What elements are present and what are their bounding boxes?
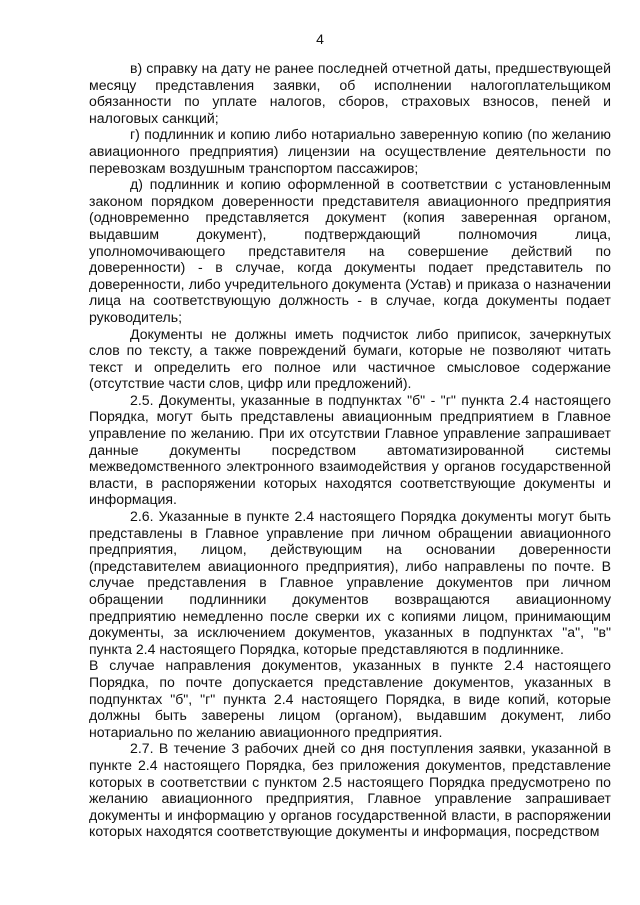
paragraph-documents-requirements: Документы не должны иметь подчисток либо приписок, зачеркнутых слов по тексту, а также повреждений бумаги, которые не позволяют читать текст и определить его полное или частичное смысловое содержание (отсутствие части слов, цифр или предложений). <box>89 325 611 392</box>
paragraph-item-v: в) справку на дату не ранее последней отчетной даты, предшествующей месяцу представления заявки, об исполнении налогоплательщиком обязанности по уплате налогов, сборов, страховых взносов, пеней и налоговых санкций; <box>89 60 611 126</box>
document-body <box>89 60 611 840</box>
paragraph-2-6: 2.6. Указанные в пункте 2.4 настоящего Порядка документы могут быть представлены в Главное управление при личном обращении авиационного предприятия, лицом, действующим на основании доверенности (представителем авиационного предприятия), либо направлены по почте. В случае представления в Главное управление документов при личном обращении подлинники документов возвращаются авиационному предприятию немедленно после сверки их с копиями лицом, принимающим документы, за исключением документов, указанных в подпунктах "а", "в" пункта 2.4 настоящего Порядка, которые представляются в подлиннике. <box>89 508 611 657</box>
paragraph-2-5: 2.5. Документы, указанные в подпунктах "б" - "г" пункта 2.4 настоящего Порядка, могут быть представлены авиационным предприятием в Главное управление по желанию. При их отсутствии Главное управление запрашивает данные документы посредством автоматизированной системы межведомственного электронного взаимодействия у органов государственной власти, в распоряжении которых находятся соответствующие документы и информация. <box>89 391 611 508</box>
paragraph-item-d: д) подлинник и копию оформленной в соответствии с установленным законом порядком доверенности представителя авиационного предприятия (одновременно представляется документ (копия заверенная органом, выдавшим документ), подтверждающий полномочия лица, уполномочивающего представителя на совершение действий по доверенности) - в случае, когда документы подает представитель по доверенности, либо учредительного документа (Устав) и приказа о назначении лица на соответствующую должность - в случае, когда документы подает руководитель; <box>89 176 611 325</box>
paragraph-postal-submission: В случае направления документов, указанных в пункте 2.4 настоящего Порядка, по почте допускается представление документов, указанных в подпунктах "б", "г" пункта 2.4 настоящего Порядка, в виде копий, которые должны быть заверены лицом (органом), выдавшим документ, либо нотариально по желанию авиационного предприятия. <box>89 657 611 740</box>
paragraph-item-g: г) подлинник и копию либо нотариально заверенную копию (по желанию авиационного предприятия) лицензии на осуществление деятельности по перевозкам воздушным транспортом пассажиров; <box>89 126 611 176</box>
page-number: 4 <box>316 31 324 47</box>
paragraph-2-7: 2.7. В течение 3 рабочих дней со дня поступления заявки, указанной в пункте 2.4 настоящего Порядка, без приложения документов, представление которых в соответствии с пунктом 2.5 настоящего Порядка предусмотрено по желанию авиационного предприятия, Главное управление запрашивает документы и информацию у органов государственной власти, в распоряжении которых находятся соответствующие документы и информация, посредством <box>89 740 611 840</box>
